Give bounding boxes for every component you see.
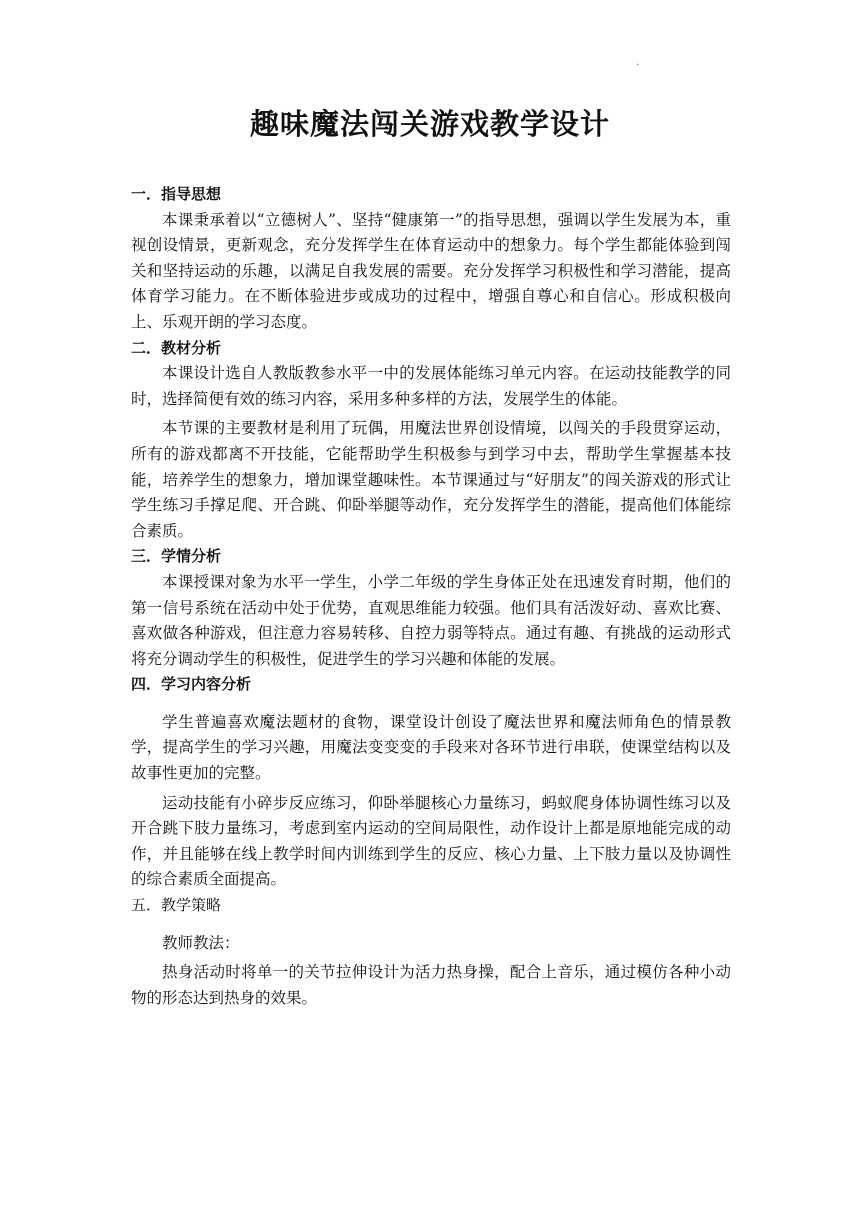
- paragraph: 本节课的主要教材是利用了玩偶，用魔法世界创设情境，以闯关的手段贯穿运动，所有的游戏都离不开技能，它能帮助学生积极参与到学习中去，帮助学生掌握基本技能，培养学生的想象力，增加课堂趣味性。本节课通过与“好朋友”的闯关游戏的形式让学生练习手撑足爬、开合跳、仰卧举腿等动作，充分发挥学生的潜能，提高他们体能综合素质。: [131, 419, 731, 540]
- paragraph: 热身活动时将单一的关节拉伸设计为活力热身操，配合上音乐，通过模仿各种小动物的形态达到热身的效果。: [131, 963, 731, 1007]
- corner-mark: .: [636, 57, 640, 68]
- paragraph: 本课授课对象为水平一学生，小学二年级的学生身体正处在迅速发育时期，他们的第一信号系统在活动中处于优势，直观思维能力较强。他们具有活泼好动、喜欢比赛、喜欢做各种游戏，但注意力容易转移、自控力弱等特点。通过有趣、有挑战的运动形式将充分调动学生的积极性，促进学生的学习兴趣和体能的发展。: [131, 572, 731, 668]
- section-heading: 二．教材分析: [131, 338, 222, 357]
- paragraph: 本课秉承着以“立德树人”、坚持“健康第一”的指导思想，强调以学生发展为本，重视创设情景，更新观念，充分发挥学生在体育运动中的想象力。每个学生都能体验到闯关和坚持运动的乐趣，以满足自我发展的需要。充分发挥学习积极性和学习潜能，提高体育学习能力。在不断体验进步或成功的过程中，增强自尊心和自信心。形成积极向上、乐观开朗的学习态度。: [131, 210, 731, 331]
- paragraph: 教师教法：: [162, 933, 240, 952]
- paragraph: 本课设计选自人教版教参水平一中的发展体能练习单元内容。在运动技能教学的同时，选择简便有效的练习内容，采用多种多样的方法，发展学生的体能。: [131, 364, 731, 408]
- section-heading: 四．学习内容分析: [131, 675, 252, 694]
- section-guiding-ideology: [131, 182, 731, 336]
- section-student-analysis: [131, 544, 731, 672]
- section-heading: 三．学情分析: [131, 547, 222, 566]
- section-heading: 一．指导思想: [131, 185, 222, 203]
- section-teaching-strategy: [131, 893, 731, 1011]
- paragraph: 运动技能有小碎步反应练习，仰卧举腿核心力量练习，蚂蚁爬身体协调性练习以及开合跳下肢力量练习，考虑到室内运动的空间局限性，动作设计上都是原地能完成的动作，并且能够在线上教学时间内训练到学生的反应、核心力量、上下肢力量以及协调性的综合素质全面提高。: [131, 793, 731, 889]
- document-title: 趣味魔法闯关游戏教学设计: [249, 107, 610, 141]
- section-heading: 五．教学策略: [131, 896, 222, 915]
- paragraph: 学生普遍喜欢魔法题材的食物，课堂设计创设了魔法世界和魔法师角色的情景教学，提高学生的学习兴趣，用魔法变变变的手段来对各环节进行串联，使课堂结构以及故事性更加的完整。: [131, 712, 731, 783]
- document-body: [131, 182, 731, 1011]
- section-material-analysis: [131, 336, 731, 545]
- section-content-analysis: [131, 672, 731, 893]
